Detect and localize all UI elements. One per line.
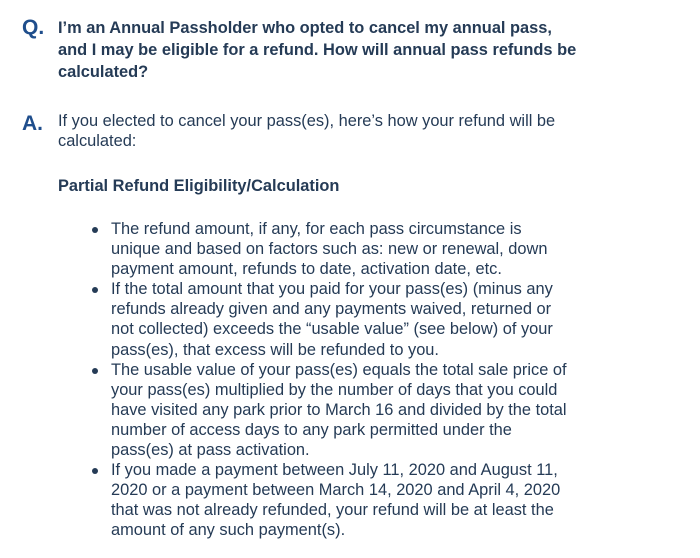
answer-marker: A. [22,112,43,135]
refund-subheading: Partial Refund Eligibility/Calculation [58,177,340,195]
list-item [58,460,567,540]
question-marker: Q. [22,16,45,39]
bullet-dot-icon [92,227,98,233]
bullet-dot-icon [92,287,98,293]
list-item [58,360,567,460]
list-item-text: If the total amount that you paid for your pass(es) (minus any refunds already given and any payments waived, returned or not collected) exceeds the “usable value” (see below) of your pass(es), that excess will be refunded to you. [111,280,553,359]
answer-intro: If you elected to cancel your pass(es), here’s how your refund will be calculated: [58,112,556,150]
bullet-dot-icon [92,468,98,474]
question-text: I’m an Annual Passholder who opted to cancel my annual pass, and I may be eligible for a refund. How will annual pass refunds be calculated? [58,19,577,81]
question-row [22,17,686,83]
refund-bullet-list [58,219,598,541]
answer-row [22,111,686,541]
list-item-text: The refund amount, if any, for each pass circumstance is unique and based on factors such as: new or renewal, down payment amount, refunds to date, activation date, etc. [111,220,548,279]
list-item-text: The usable value of your pass(es) equals the total sale price of your pass(es) multiplied by the number of days that you could have visited any park prior to March 16 and divided by the total number of access days to any park permitted under the pass(es) at pass activation. [111,360,567,460]
list-item-text: If you made a payment between July 11, 2020 and August 11, 2020 or a payment between March 14, 2020 and April 4, 2020 that was not already refunded, your refund will be at least the amount of any such payment(s). [111,461,561,540]
list-item [58,279,567,359]
bullet-dot-icon [92,368,98,374]
list-item [58,219,567,279]
answer-body [58,111,598,541]
